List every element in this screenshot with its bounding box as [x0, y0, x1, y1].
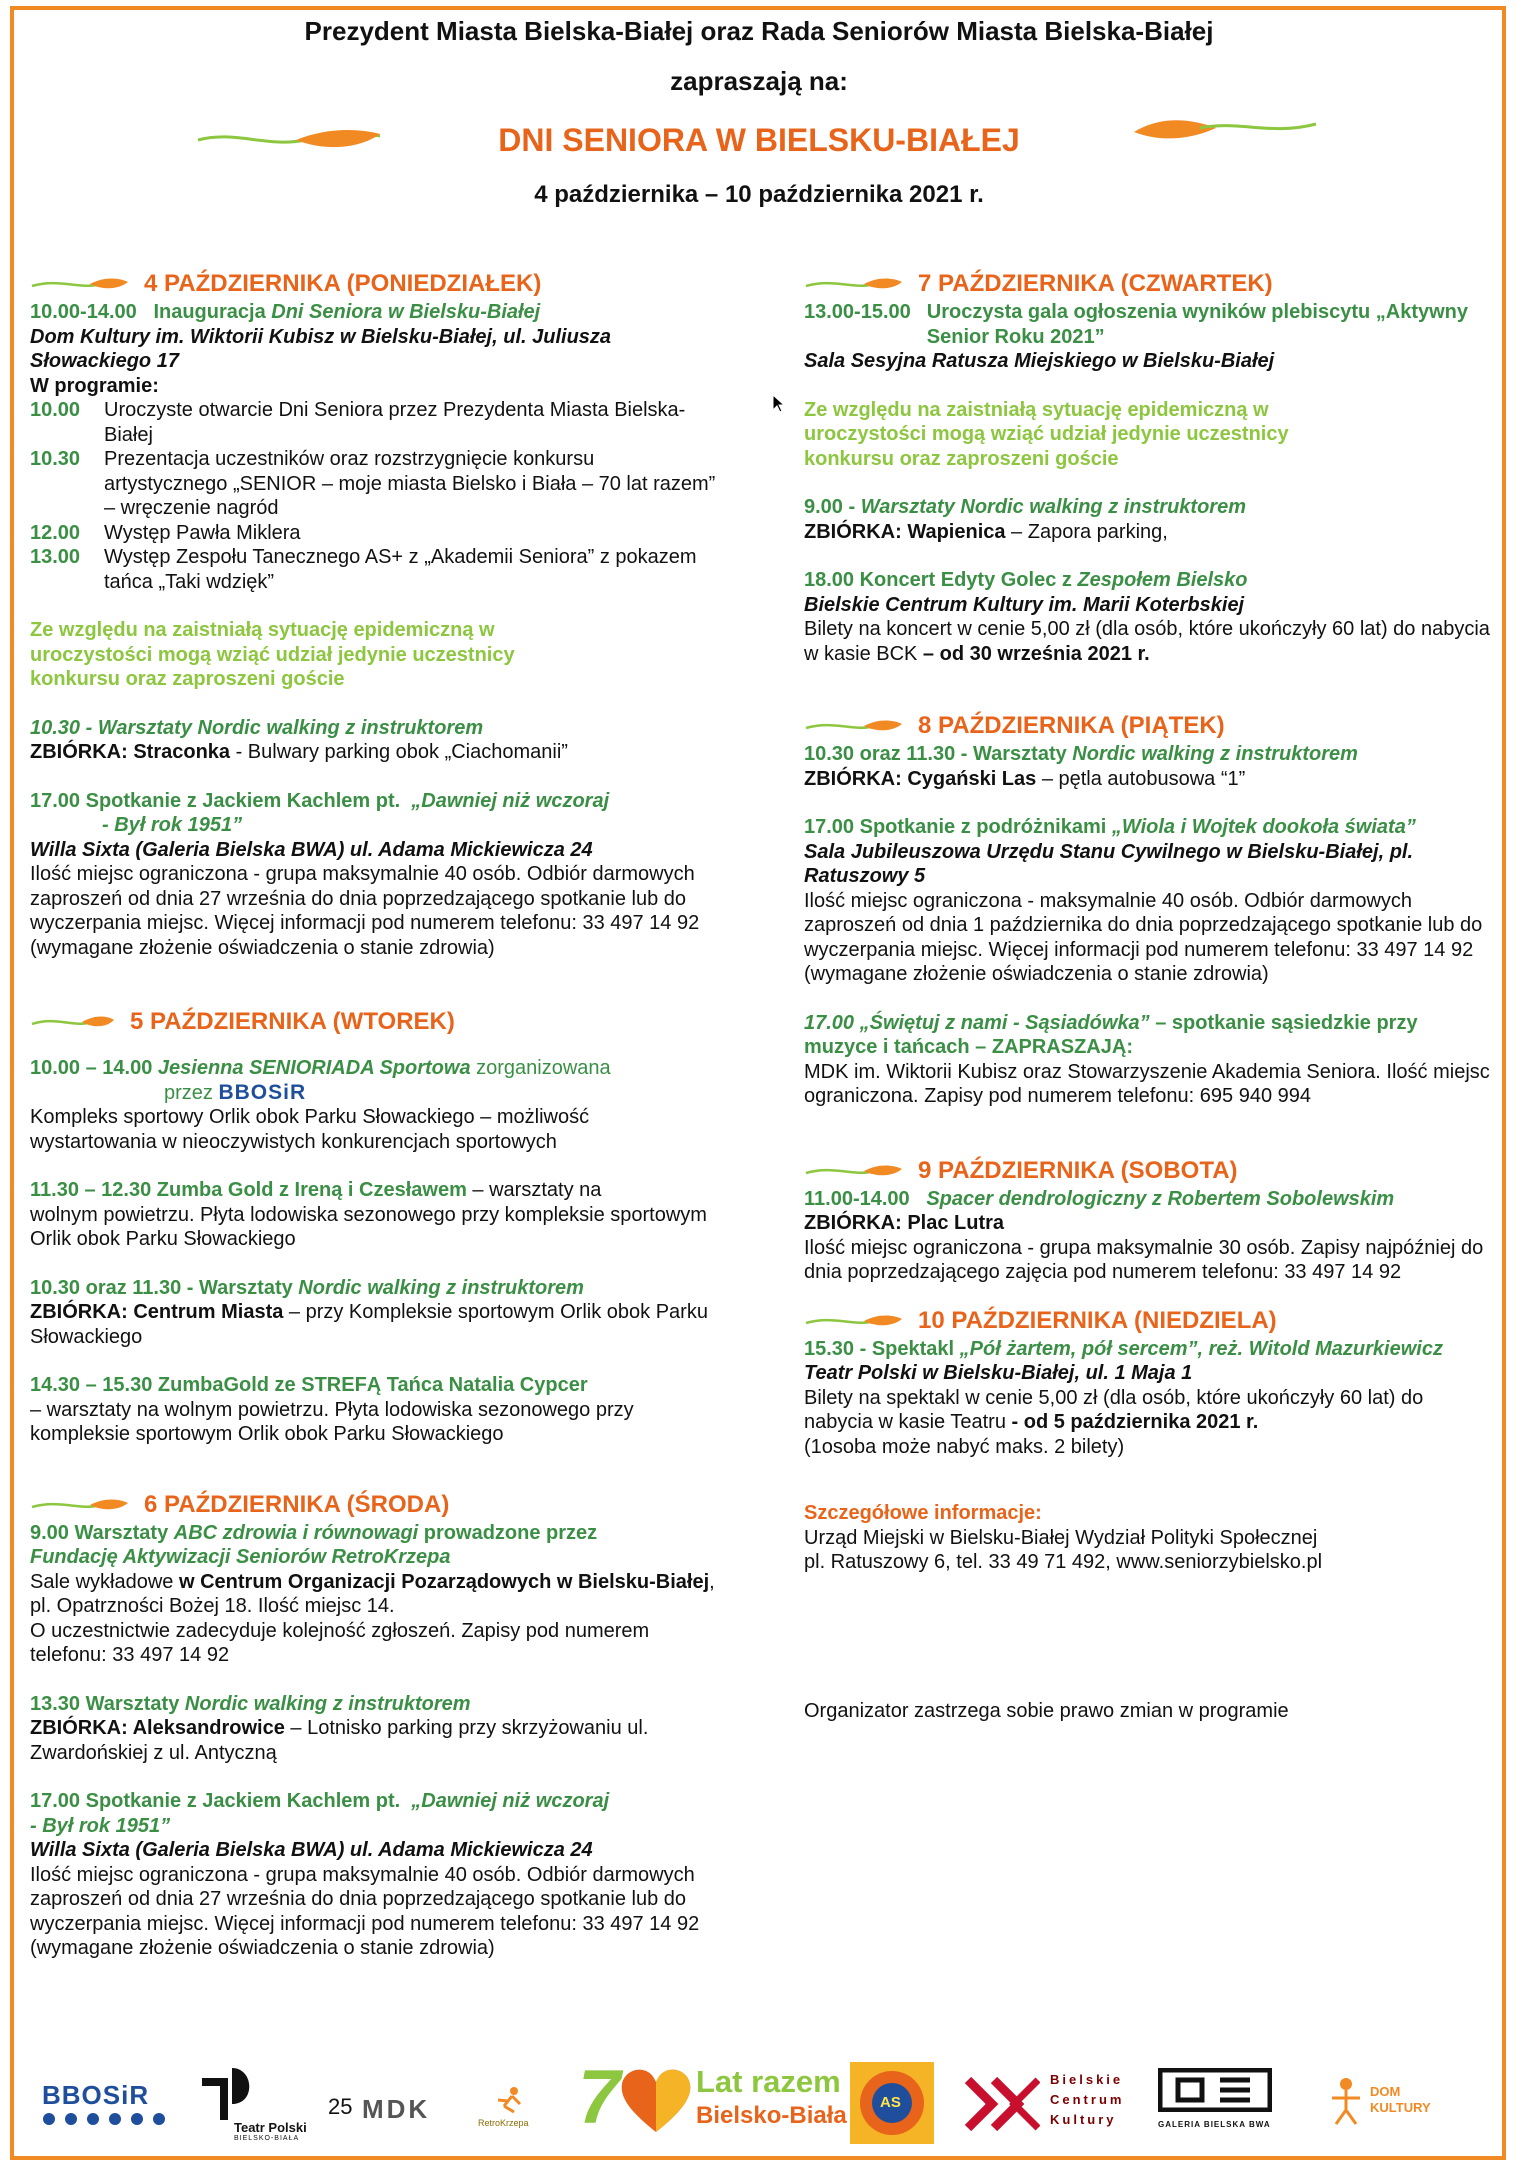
organizers-line: Prezydent Miasta Bielska-Białej oraz Rada Seniorów Miasta Bielska-Białej	[304, 16, 1214, 46]
runner-icon	[494, 2086, 528, 2114]
event-time: 10.30 oraz 11.30 - Warsztaty	[804, 743, 1067, 765]
day-heading-text: 5 PAŹDZIERNIKA (WTOREK)	[130, 1008, 455, 1035]
event-dendrology-walk	[804, 1187, 1494, 1285]
swoosh-icon	[804, 1161, 904, 1181]
logo-text: Kultury	[1050, 2112, 1117, 2127]
event-time: 13.00-15.00	[804, 301, 911, 323]
day-heading-text: 4 PAŹDZIERNIKA (PONIEDZIAŁEK)	[144, 270, 542, 297]
logo-subtext: BIELSKO-BIAŁA	[234, 2135, 300, 2142]
event-nordic-walking	[30, 1276, 720, 1350]
bbosir-logo	[42, 2080, 172, 2130]
event-date: – od 30 września 2021 r.	[917, 642, 1150, 665]
event-time: 10.30 -	[30, 716, 93, 739]
swoosh-left-icon	[196, 122, 382, 154]
event-date: - od 5 października 2021 r.	[1005, 1411, 1259, 1433]
logo-text: Centrum	[1050, 2092, 1125, 2107]
logo-text: MDK	[362, 2094, 431, 2124]
event-senioriada	[30, 1056, 720, 1154]
meeting-point-label: ZBIÓRKA: Plac Lutra	[804, 1212, 1005, 1234]
event-title: „Pół żartem, pół sercem”, reż. Witold Mazurkiewicz	[959, 1337, 1443, 1360]
event-venue: Sala Jubileuszowa Urzędu Stanu Cywilnego w Bielsku-Białej, pl. Ratuszowy 5	[804, 840, 1414, 887]
details-line: Urząd Miejski w Bielsku-Białej Wydział Polityki Społecznej	[804, 1526, 1318, 1549]
invite-line: zapraszają na:	[670, 66, 848, 96]
event-venue: Teatr Polski w Bielsku-Białej, ul. 1 Maja 1	[804, 1362, 1193, 1384]
teatr-mask-icon	[198, 2064, 258, 2122]
swoosh-icon	[30, 274, 130, 294]
event-time: 9.00 -	[804, 496, 856, 518]
bck-logo	[964, 2070, 1136, 2140]
retrokrzepa-logo	[478, 2086, 548, 2136]
day-heading-text: 7 PAŹDZIERNIKA (CZWARTEK)	[918, 270, 1273, 297]
day-heading-oct-9	[804, 1155, 1494, 1187]
logo-text: GALERIA BIELSKA BWA	[1158, 2120, 1271, 2129]
event-travelers	[804, 815, 1494, 987]
event-title: 17.00 Spotkanie z Jackiem Kachlem pt.	[30, 1790, 401, 1812]
logo-text: Bielsko-Biała	[696, 2102, 847, 2129]
day-heading-text: 6 PAŹDZIERNIKA (ŚRODA)	[144, 1490, 450, 1518]
meeting-point-label: ZBIÓRKA: Wapienica	[804, 520, 1006, 543]
event-inauguration	[30, 300, 720, 594]
program-label: W programie:	[30, 374, 159, 397]
event-title-italic: „Wiola i Wojtek dookoła świata”	[1111, 816, 1416, 838]
event-time: 10.00-14.00	[30, 301, 137, 323]
event-info: Ilość miejsc ograniczona - grupa maksymalnie 30 osób. Zapisy najpóźniej do dnia poprzedzającego zajęcia pod numerem telefonu: 33 497 14 92	[804, 1236, 1484, 1283]
program-item: Występ Pawła Miklera	[104, 521, 301, 544]
swoosh-icon	[804, 274, 904, 294]
event-info: Ilość miejsc ograniczona - grupa maksymalnie 40 osób. Odbiór darmowych zaproszeń od dnia 27 września do dnia poprzedzającego spotkanie lub do wyczerpania miejsc. Więcej informacji pod numerem telefonu: 33 497 14 92 (wymagane złożenie oświadczenia o stanie zdrowia)	[30, 863, 700, 959]
day-heading-oct-5	[30, 1006, 720, 1038]
event-title: Nordic walking z instruktorem	[184, 1692, 471, 1715]
event-theatre	[804, 1337, 1494, 1460]
event-venue: Willa Sixta (Galeria Bielska BWA) ul. Adama Mickiewicza 24	[30, 838, 593, 861]
left-column	[30, 268, 720, 1961]
epidemic-notice: Ze względu na zaistniałą sytuację epidemiczną w uroczystości mogą wziąć udział jedynie uczestnicy konkursu oraz zaproszeni goście	[30, 619, 515, 690]
event-info: (1osoba może nabyć maks. 2 bilety)	[804, 1435, 1125, 1458]
meeting-point: – pętla autobusowa “1”	[1036, 767, 1246, 790]
event-title: prowadzone przez	[423, 1521, 598, 1544]
heart-icon	[620, 2066, 692, 2136]
logo-text: BBOSiR	[42, 2080, 150, 2110]
program-item: Występ Zespołu Tanecznego AS+ z „Akademii Seniora” z pokazem tańca „Taki wdzięk”	[104, 546, 697, 593]
cursor-icon	[772, 394, 786, 414]
event-info: Bilety na spektakl w cenie 5,00 zł (dla osób, które ukończyły 60 lat) do nabycia w kasie Teatru	[804, 1386, 1424, 1433]
event-time: 9.00 Warsztaty	[30, 1521, 169, 1544]
event-info: Bilety na koncert w cenie 5,00 zł (dla osób, które ukończyły 60 lat) do nabycia w kasie BCK	[804, 618, 1490, 665]
event-venue: Sala Sesyjna Ratusza Miejskiego w Bielsku-Białej	[804, 350, 1275, 372]
swoosh-icon	[804, 716, 904, 736]
event-title-italic: „Dawniej niż wczoraj	[411, 1790, 610, 1812]
program-item: Uroczyste otwarcie Dni Seniora przez Prezydenta Miasta Bielska-Białej	[104, 399, 686, 446]
event-info: Ilość miejsc ograniczona - maksymalnie 40 osób. Odbiór darmowych zaproszeń od dnia 1 października do dnia poprzedzającego spotkanie lub do wyczerpania miejsc. Więcej informacji pod numerem telefonu: 33 497 14 92 (wymagane złożenie oświadczenia o stanie zdrowia)	[804, 889, 1483, 985]
event-organizer: Fundację Aktywizacji Seniorów RetroKrzepa	[30, 1546, 451, 1568]
event-abc-zdrowia	[30, 1521, 720, 1668]
program-time: 10.30	[30, 448, 81, 470]
meeting-point-label: ZBIÓRKA: Straconka	[30, 741, 231, 763]
meeting-point-label: ZBIÓRKA: Aleksandrowice	[30, 1717, 285, 1739]
event-venue: , pl. Opatrzności Bożej 18. Ilość miejsc 14.	[30, 1570, 715, 1617]
event-title: 18.00 Koncert Edyty Golec z	[804, 569, 1072, 591]
epidemic-notice: Ze względu na zaistniałą sytuację epidemiczną w uroczystości mogą wziąć udział jedynie uczestnicy konkursu oraz zaproszeni goście	[804, 398, 1289, 470]
logo-text: 7	[578, 2055, 621, 2140]
event-title-italic: Dni Seniora w Bielsku-Białej	[271, 301, 541, 323]
day-heading-oct-10	[804, 1305, 1494, 1337]
event-title: 17.00 Spotkanie z Jackiem Kachlem pt.	[30, 789, 401, 812]
event-info: wolnym powietrzu. Płyta lodowiska sezonowego przy kompleksie sportowym Orlik obok Parku Słowackiego	[30, 1203, 707, 1250]
event-meeting-kachel	[30, 1789, 720, 1961]
meeting-point: – przy Kompleksie sportowym Orlik obok Parku Słowackiego	[30, 1301, 708, 1348]
event-time: 15.30 - Spektakl	[804, 1337, 955, 1360]
bwa-mark-icon	[1158, 2068, 1272, 2112]
event-zumba-strefa	[30, 1373, 720, 1447]
teatr-polski-logo	[198, 2064, 308, 2144]
logo-text: RetroKrzepa	[478, 2118, 529, 2128]
day-heading-text: 10 PAŹDZIERNIKA (NIEDZIELA)	[918, 1306, 1277, 1334]
event-title-italic: „Dawniej niż wczoraj	[411, 789, 610, 812]
event-title: Jesienna SENIORIADA Sportowa	[157, 1057, 471, 1079]
day-heading-text: 8 PAŹDZIERNIKA (PIĄTEK)	[918, 712, 1225, 739]
event-nordic-walking	[804, 742, 1494, 791]
event-title: 17.00 Spotkanie z podróżnikami	[804, 816, 1107, 838]
event-title: Nordic walking z instruktorem	[1072, 743, 1358, 765]
event-title: ABC zdrowia i równowagi	[173, 1521, 419, 1544]
event-concert-golec	[804, 568, 1494, 666]
event-nordic-walking	[30, 716, 720, 765]
swoosh-icon	[30, 1012, 116, 1032]
logo-text: DOM	[1370, 2084, 1401, 2099]
day-heading-oct-4	[30, 268, 720, 300]
event-time: 10.30 oraz 11.30 - Warsztaty	[30, 1276, 293, 1299]
event-title: Spacer dendrologiczny z Robertem Sobolewskim	[926, 1187, 1395, 1210]
event-gala	[804, 300, 1494, 374]
mdk-logo	[328, 2094, 448, 2124]
event-zumba-gold	[30, 1178, 720, 1252]
disclaimer: Organizator zastrzega sobie prawo zmian w programie	[804, 1699, 1289, 1722]
event-nordic-walking	[30, 1692, 720, 1766]
event-venue: Willa Sixta (Galeria Bielska BWA) ul. Adama Mickiewicza 24	[30, 1839, 593, 1861]
meeting-point-label: ZBIÓRKA: Centrum Miasta	[30, 1301, 284, 1323]
sponsor-logos	[30, 2055, 1490, 2148]
event-venue: Sale wykładowe	[30, 1570, 174, 1593]
logo-text: Lat razem	[696, 2064, 841, 2099]
date-range: 4 października – 10 października 2021 r.	[534, 181, 984, 208]
day-heading-oct-7	[804, 268, 1494, 300]
event-time: 11.00-14.00	[804, 1187, 910, 1210]
figure-icon	[1326, 2076, 1366, 2126]
dom-kultury-logo	[1326, 2076, 1456, 2136]
event-nordic-walking	[804, 495, 1494, 544]
event-info: O uczestnictwie zadecyduje kolejność zgłoszeń. Zapisy pod numerem telefonu: 33 497 14 92	[30, 1619, 650, 1666]
program-time: 13.00	[30, 546, 81, 568]
event-title: Inauguracja	[153, 301, 266, 323]
swoosh-icon	[30, 1495, 130, 1515]
event-title-italic: - Był rok 1951”	[30, 1814, 171, 1837]
logo-text: KULTURY	[1370, 2100, 1431, 2115]
day-heading-oct-6	[30, 1489, 720, 1521]
event-title: 14.30 – 15.30 ZumbaGold ze STREFĄ Tańca Natalia Cypcer	[30, 1374, 588, 1396]
event-title-italic: 17.00 „Świętuj z nami - Sąsiadówka”	[804, 1011, 1150, 1034]
bck-mark-icon	[964, 2076, 1040, 2132]
right-column	[804, 268, 1494, 1723]
event-venue: w Centrum Organizacji Pozarządowych w Bielsku-Białej	[178, 1570, 710, 1593]
page-title: DNI SENIORA W BIELSKU-BIAŁEJ	[498, 122, 1020, 158]
meeting-point: - Bulwary parking obok „Ciachomanii”	[230, 741, 568, 763]
details-label: Szczegółowe informacje:	[804, 1502, 1042, 1524]
day-heading-text: 9 PAŹDZIERNIKA (SOBOTA)	[918, 1156, 1238, 1184]
bbosir-label: BBOSiR	[218, 1080, 307, 1104]
event-sasiadowka	[804, 1011, 1494, 1109]
program-list	[30, 398, 720, 594]
dots-icon	[42, 2112, 166, 2126]
event-title: – spotkanie sąsiedzkie przy muzyce i tańcach – ZAPRASZAJĄ:	[804, 1011, 1418, 1058]
logo-text: Teatr Polski	[234, 2120, 307, 2135]
event-meeting-kachel	[30, 789, 720, 961]
program-time: 10.00	[30, 399, 81, 421]
event-organizer: zorganizowana	[476, 1057, 611, 1079]
logo-text: 25	[328, 2094, 353, 2119]
event-title: 11.30 – 12.30 Zumba Gold z Ireną i Czesławem	[30, 1179, 467, 1201]
logo-text: Bielskie	[1050, 2072, 1124, 2087]
program-item: Prezentacja uczestników oraz rozstrzygnięcie konkursu artystycznego „SENIOR – moje miasta Bielsko i Biała – 70 lat razem” – wręczenie nagród	[104, 448, 716, 519]
event-time: 10.00 – 14.00	[30, 1057, 153, 1079]
meeting-point: – Zapora parking,	[1005, 520, 1168, 543]
event-info: – warsztaty na	[466, 1179, 602, 1201]
event-venue: Dom Kultury im. Wiktorii Kubisz w Bielsku-Białej, ul. Juliusza Słowackiego 17	[30, 325, 612, 372]
70-lat-razem-logo	[578, 2055, 847, 2148]
event-organizer-by: przez	[164, 1081, 213, 1104]
galeria-bwa-logo	[1156, 2068, 1276, 2140]
event-time: 13.30 Warsztaty	[30, 1692, 180, 1715]
logo-text: AS	[880, 2094, 901, 2111]
meeting-point: – Lotnisko parking przy skrzyżowaniu ul. Zwardońskiej z ul. Antyczną	[30, 1717, 649, 1764]
event-title: Uroczysta gala ogłoszenia wyników plebiscytu „Aktywny Senior Roku 2021”	[926, 301, 1469, 348]
event-venue: Bielskie Centrum Kultury im. Marii Koterbskiej	[804, 593, 1245, 616]
event-info: MDK im. Wiktorii Kubisz oraz Stowarzyszenie Akademia Seniora. Ilość miejsc ograniczona. Zapisy pod numerem telefonu: 695 940 994	[804, 1060, 1490, 1107]
day-heading-oct-8	[804, 710, 1494, 742]
event-info: – warsztaty na wolnym powietrzu. Płyta lodowiska sezonowego przy kompleksie sportowym Orlik obok Parku Słowackiego	[30, 1398, 634, 1445]
meeting-point-label: ZBIÓRKA: Cygański Las	[804, 767, 1037, 790]
event-info: Kompleks sportowy Orlik obok Parku Słowackiego – możliwość wystartowania w nieoczywistych konkurencjach sportowych	[30, 1106, 590, 1153]
event-title: Nordic walking z instruktorem	[298, 1276, 584, 1299]
program-time: 12.00	[30, 521, 81, 544]
details-block	[804, 1501, 1494, 1575]
event-title-italic: Zespołem Bielsko	[1077, 569, 1248, 591]
event-info: Ilość miejsc ograniczona - grupa maksymalnie 40 osób. Odbiór darmowych zaproszeń od dnia 27 września do dnia poprzedzającego spotkanie lub do wyczerpania miejsc. Więcej informacji pod numerem telefonu: 33 497 14 92 (wymagane złożenie oświadczenia o stanie zdrowia)	[30, 1863, 700, 1959]
event-title-italic: - Był rok 1951”	[102, 814, 243, 836]
event-title: Warsztaty Nordic walking z instruktorem	[97, 716, 484, 739]
event-title: Warsztaty Nordic walking z instruktorem	[860, 496, 1246, 518]
swoosh-right-icon	[1130, 112, 1320, 144]
swoosh-icon	[804, 1311, 904, 1331]
details-line: pl. Ratuszowy 6, tel. 33 49 71 492, www.seniorzybielsko.pl	[804, 1551, 1323, 1573]
akademia-seniora-logo	[850, 2062, 934, 2144]
